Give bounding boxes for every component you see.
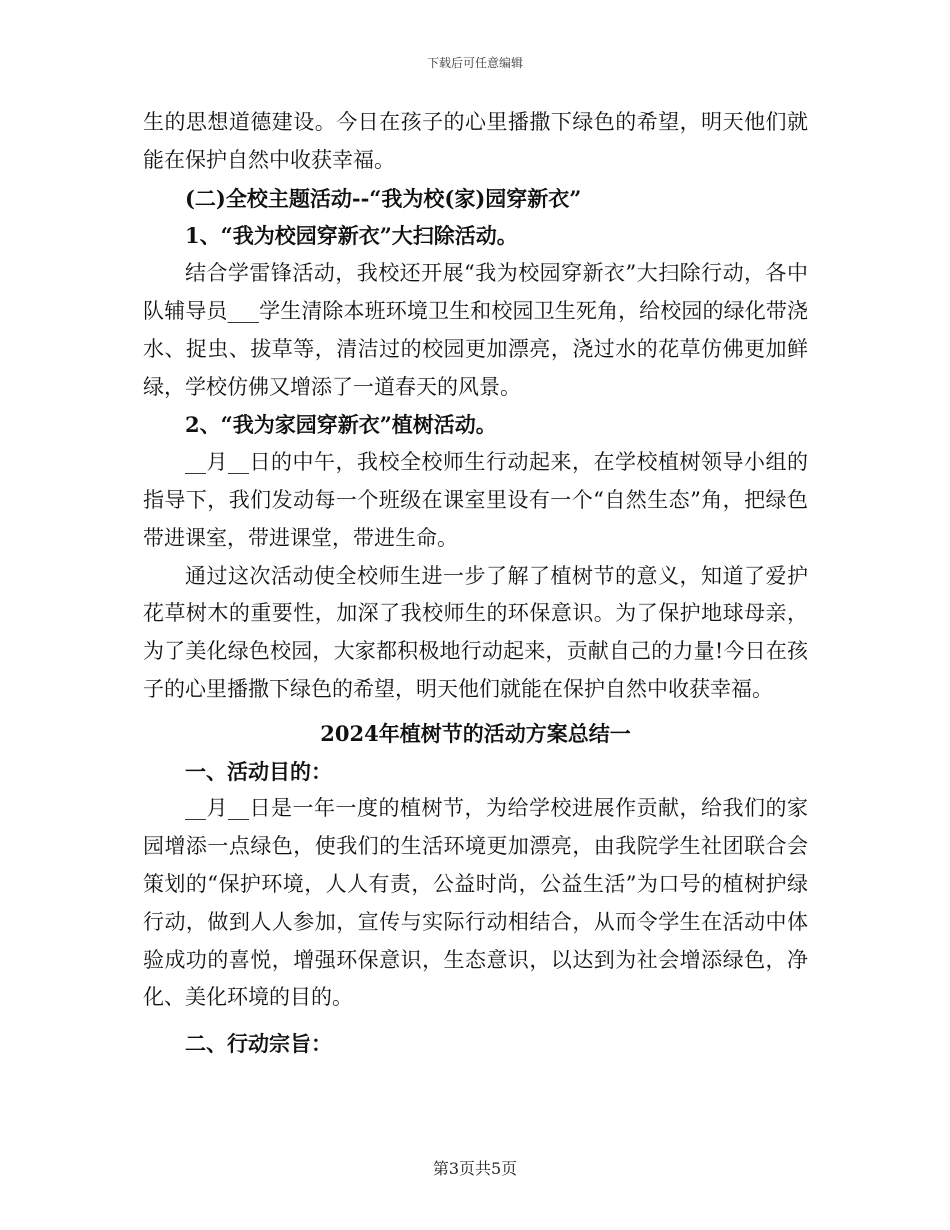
section-heading-activity: (二)全校主题活动--“我为校(家)园穿新衣”: [185, 185, 582, 211]
document-title: 2024年植树节的活动方案总结一: [320, 720, 631, 746]
paragraph-summary: 通过这次活动使全校师生进一步了解了植树节的意义，知道了爱护花草树木的重要性，加深了我校师生的环保意识。为了保护地球母亲，为了美化绿色校园，大家都积极地行动起来，贡献自己的力量!今日在孩子的心里播撒下绿色的希望，明天他们就能在保护自然中收获幸福。: [143, 563, 808, 701]
section-heading-aim: 二、行动宗旨：: [185, 1031, 332, 1057]
page-header: 下载后可任意编辑: [426, 56, 523, 70]
subheading-cleanup: 1、“我为校园穿新衣”大扫除活动。: [185, 223, 518, 249]
paragraph-planting: __月__日的中午，我校全校师生行动起来，在学校植树领导小组的指导下，我们发动每一个班级在课室里设有一个“自然生态”角，把绿色带进课室，带进课堂，带进生命。: [143, 450, 808, 550]
subheading-planting: 2、“我为家园穿新衣”植树活动。: [185, 412, 497, 438]
paragraph-continuation: 生的思想道德建设。今日在孩子的心里播撒下绿色的希望，明天他们就能在保护自然中收获幸福。: [143, 110, 808, 172]
paragraph-cleanup: 结合学雷锋活动，我校还开展“我为校园穿新衣”大扫除行动，各中队辅导员___学生清除本班环境卫生和校园卫生死角，给校园的绿化带浇水、捉虫、拔草等，清洁过的校园更加漂亮，浇过水的花草仿佛更加鲜绿，学校仿佛又增添了一道春天的风景。: [143, 261, 808, 399]
document-body: [143, 104, 808, 1063]
section-heading-purpose: 一、活动目的：: [185, 758, 332, 784]
paragraph-purpose: __月__日是一年一度的植树节，为给学校进展作贡献，给我们的家园增添一点绿色，使我们的生活环境更加漂亮，由我院学生社团联合会策划的“保护环境，人人有责，公益时尚，公益生活”为口号的植树护绿行动，做到人人参加，宣传与实际行动相结合，从而令学生在活动中体验成功的喜悦，增强环保意识，生态意识，以达到为社会增添绿色，净化、美化环境的目的。: [143, 796, 808, 1010]
page-footer: 第3页共5页: [432, 1159, 518, 1178]
